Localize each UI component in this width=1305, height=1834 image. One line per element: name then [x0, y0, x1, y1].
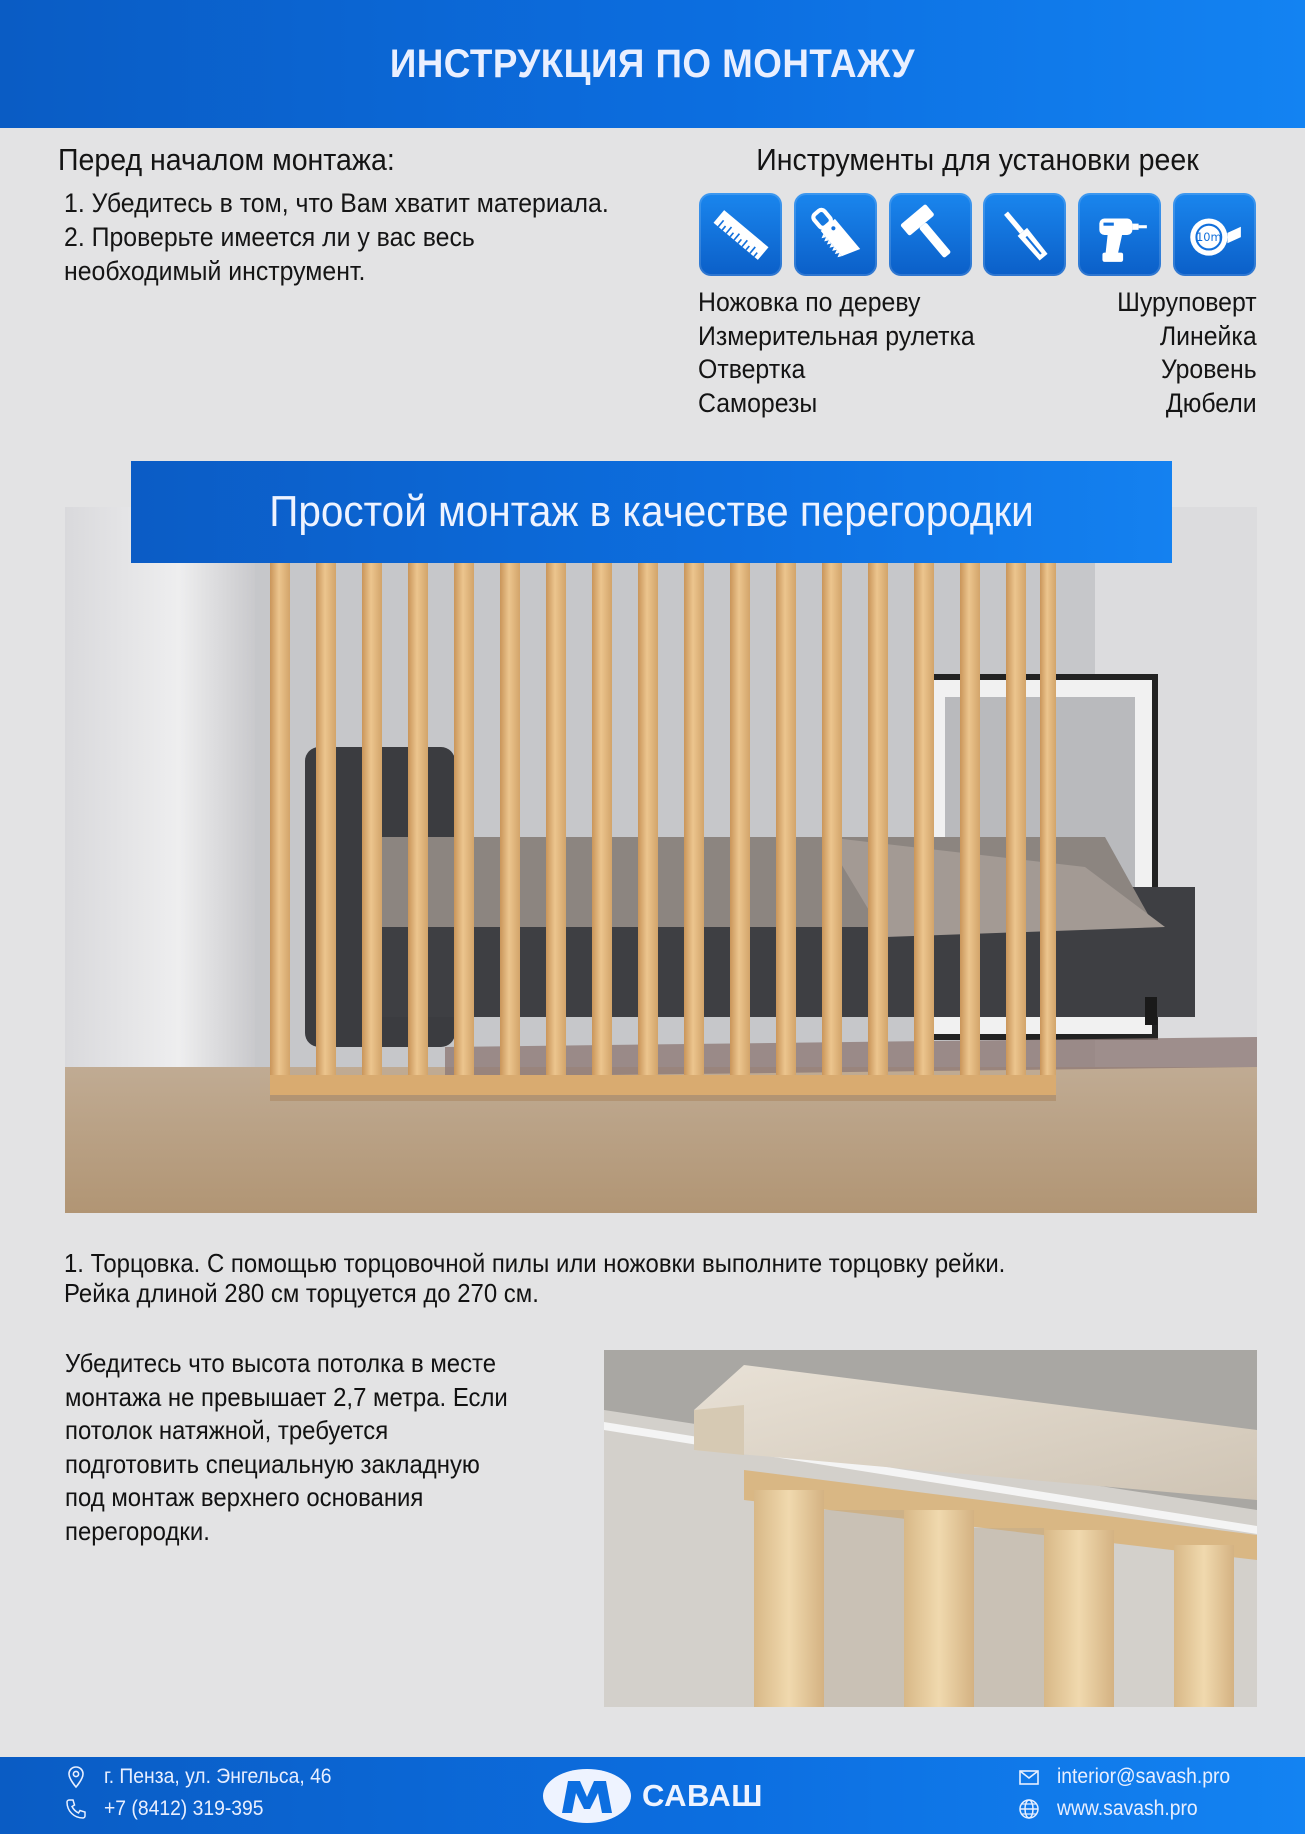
tool-name: Саморезы	[698, 387, 818, 418]
before-install-heading: Перед началом монтажа:	[58, 142, 395, 177]
tool-icons-row	[699, 193, 1256, 277]
envelope-icon	[1017, 1765, 1041, 1789]
footer-phone	[64, 1797, 277, 1821]
tool-name: Отвертка	[698, 354, 806, 384]
note-line: монтажа не превышает 2,7 метра. Если	[65, 1381, 508, 1412]
ceiling-mount-photo	[604, 1350, 1257, 1707]
before-item: 1. Убедитесь в том, что Вам хватит материала.	[64, 188, 609, 218]
website-link[interactable]: www.savash.pro	[1057, 1797, 1198, 1820]
step-line: 1. Торцовка. С помощью торцовочной пилы или ножовки выполните торцовку рейки.	[64, 1248, 1006, 1278]
phone-icon	[64, 1797, 88, 1821]
note-line: перегородки.	[65, 1515, 210, 1546]
footer-address	[64, 1765, 351, 1789]
note-line: Убедитесь что высота потолка в месте	[65, 1348, 497, 1378]
footer-email	[1017, 1765, 1245, 1789]
hammer-icon	[889, 193, 972, 276]
before-item: необходимый инструмент.	[64, 256, 366, 286]
step-line: Рейка длиной 280 см торцуется до 270 см.	[64, 1278, 539, 1308]
footer-website	[1017, 1797, 1210, 1821]
tool-names-left	[698, 286, 999, 422]
step-1-text	[64, 1248, 1264, 1308]
brand-logo	[540, 1767, 763, 1825]
ceiling-note	[65, 1347, 585, 1548]
page-footer	[0, 1757, 1305, 1834]
saw-icon	[794, 193, 877, 276]
screwdriver-icon	[983, 193, 1066, 276]
tools-heading: Инструменты для установки реек	[756, 142, 1199, 177]
banner-title: Простой монтаж в качестве перегородки	[269, 487, 1034, 536]
before-item: 2. Проверьте имеется ли у вас весь	[64, 222, 475, 252]
note-line: под монтаж верхнего основания	[65, 1482, 424, 1512]
tool-names-right	[1105, 286, 1257, 422]
note-line: потолок натяжной, требуется	[65, 1415, 389, 1445]
savash-logo-icon	[540, 1767, 634, 1825]
phone-text[interactable]: +7 (8412) 319-395	[104, 1797, 264, 1820]
brand-name: САВАШ	[642, 1778, 763, 1813]
drill-icon	[1078, 193, 1161, 276]
before-install-list	[64, 186, 704, 288]
page-header	[0, 0, 1305, 128]
ruler-icon	[699, 193, 782, 276]
tool-name: Измерительная рулетка	[698, 320, 975, 351]
tool-name: Ножовка по дереву	[698, 287, 921, 317]
page-title: ИНСТРУКЦИЯ ПО МОНТАЖУ	[389, 41, 916, 86]
location-pin-icon	[64, 1765, 88, 1789]
globe-icon	[1017, 1797, 1041, 1821]
tool-name: Дюбели	[1166, 387, 1257, 418]
note-line: подготовить специальную закладную	[65, 1448, 480, 1479]
address-text: г. Пенза, ул. Энгельса, 46	[104, 1765, 332, 1788]
email-link[interactable]: interior@savash.pro	[1057, 1765, 1231, 1788]
partition-photo	[65, 507, 1257, 1213]
tool-name: Шуруповерт	[1117, 287, 1257, 317]
section-banner	[131, 461, 1172, 563]
tape-label: 10m	[1196, 229, 1223, 244]
tape-measure-icon	[1173, 193, 1256, 276]
tool-name: Линейка	[1160, 320, 1257, 351]
tool-name: Уровень	[1161, 354, 1257, 384]
tool-names	[698, 286, 1257, 422]
